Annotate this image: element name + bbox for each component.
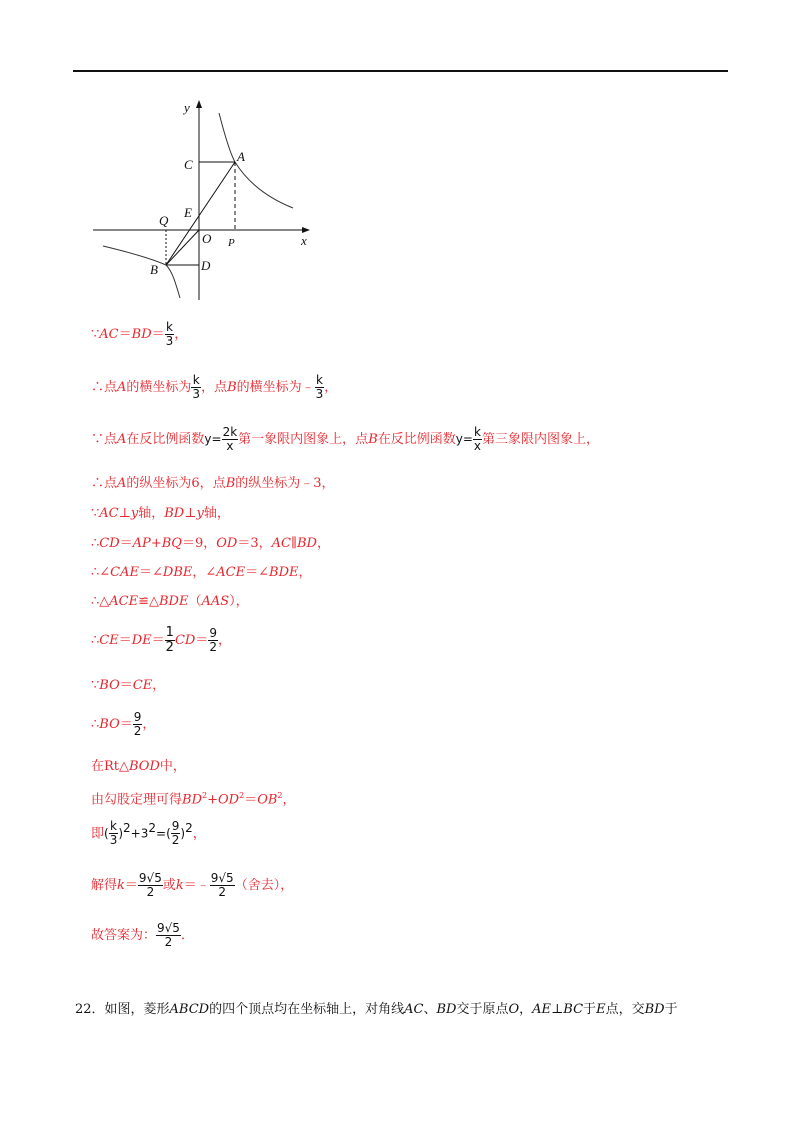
- fraction: $\frac{9}{2}$: [133, 710, 142, 738]
- solution-line-3: ∵点A在反比例函数y= $\frac{2k}{x}$ 第一象限内图象上，点B在反比例函数y= $\frac{k}{x}$ 第三象限内图象上，: [91, 425, 600, 453]
- graph-figure: [88, 95, 318, 305]
- question-22: 22．如图，菱形ABCD的四个顶点均在坐标轴上，对角线AC、BD交于原点O，AE⊥BC于E点，交BD于: [75, 1002, 678, 1017]
- segment-ba: [166, 162, 235, 265]
- y-axis-arrow: [196, 100, 202, 108]
- fraction: $\frac{9√5}{2}$: [138, 871, 162, 899]
- fraction: $\frac{9}{2}$: [209, 626, 217, 654]
- label-a: A: [237, 149, 245, 164]
- solution-line-14: 即( $\frac{k}{3}$ )$^2+3^2=$( $\frac{9}{2}$ )$^2$，: [91, 819, 206, 848]
- fraction: $\frac{k}{3}$: [165, 320, 174, 348]
- label-q: Q: [159, 213, 169, 228]
- fraction: $\frac{k}{3}$: [192, 373, 201, 401]
- solution-line-11: ∴BO＝ $\frac{9}{2}$ ，: [91, 710, 156, 738]
- solution-line-12: 在Rt△BOD中，: [91, 759, 186, 774]
- segment-bo: [166, 230, 199, 265]
- solution-line-4: ∴点A的纵坐标为6，点B的纵坐标为﹣3，: [91, 476, 335, 491]
- fraction: $\frac{k}{3}$: [109, 819, 118, 848]
- fraction: $\frac{k}{3}$: [315, 373, 324, 401]
- header-rule: [73, 70, 728, 72]
- solution-line-5: ∵AC⊥y轴，BD⊥y轴，: [91, 506, 230, 521]
- solution-line-6: ∴CD＝AP+BQ＝9，OD＝3，AC∥BD，: [91, 536, 330, 551]
- fraction: $\frac{1}{2}$: [165, 625, 174, 655]
- solution-line-1: ∵AC＝BD＝ $\frac{k}{3}$ ，: [91, 320, 188, 348]
- fraction: $\frac{9√5}{2}$: [210, 871, 234, 899]
- label-d: D: [201, 258, 211, 273]
- fraction: $\frac{k}{x}$: [473, 425, 482, 453]
- hyperbola-third-quadrant: [103, 246, 180, 298]
- label-o: O: [202, 231, 212, 246]
- solution-line-10: ∵BO＝CE，: [91, 678, 166, 693]
- solution-line-13: 由勾股定理可得$BD^2+OD^2=OB^2$，: [91, 791, 296, 808]
- label-b: B: [150, 262, 158, 277]
- label-x: x: [301, 233, 307, 248]
- solution-line-2: ∴点A的横坐标为 $\frac{k}{3}$ ，点B的横坐标为﹣ $\frac{k}{3}$ ，: [91, 373, 338, 401]
- label-c: C: [184, 157, 193, 172]
- solution-line-9: ∴CE＝DE＝ $\frac{1}{2}$ CD＝ $\frac{9}{2}$ ，: [91, 625, 231, 655]
- coordinate-graph: [88, 95, 318, 305]
- solution-line-7: ∴∠CAE＝∠DBE，∠ACE＝∠BDE，: [91, 565, 312, 580]
- solution-line-8: ∴△ACE≌△BDE（AAS），: [91, 594, 249, 609]
- hyperbola-first-quadrant: [219, 113, 293, 208]
- solution-line-15: 解得k＝ $\frac{9√5}{2}$ 或k＝﹣ $\frac{9√5}{2}$ （舍去），: [91, 871, 294, 899]
- label-y: y: [184, 100, 190, 115]
- fraction: $\frac{2k}{x}$: [222, 425, 238, 453]
- fraction: $\frac{9√5}{2}$: [157, 921, 180, 949]
- label-e: E: [184, 205, 192, 220]
- fraction: $\frac{9}{2}$: [171, 819, 180, 848]
- label-p: P: [228, 237, 235, 249]
- solution-line-16: 故答案为： $\frac{9√5}{2}$ ．: [91, 921, 194, 949]
